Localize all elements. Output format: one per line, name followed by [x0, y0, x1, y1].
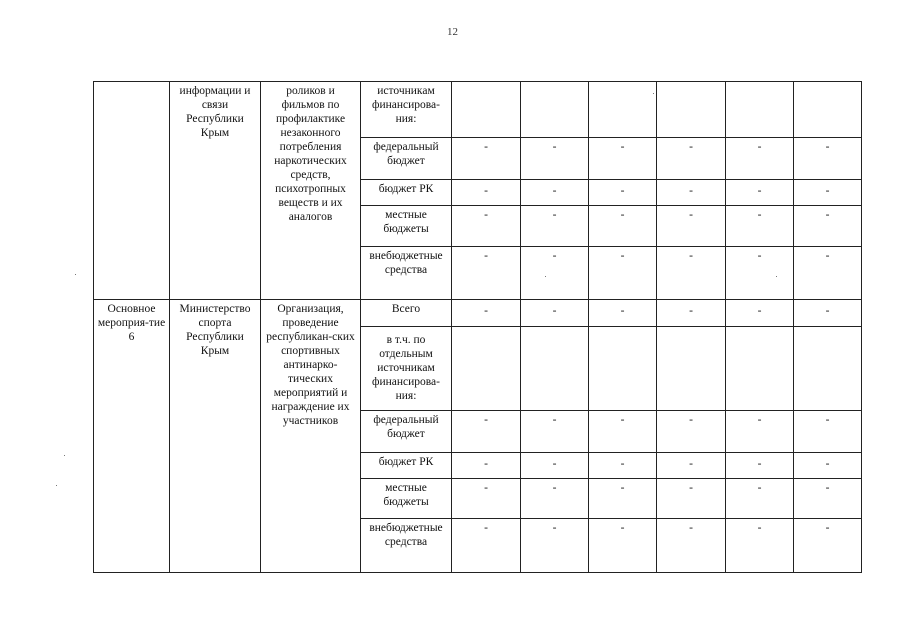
value-cell: -	[726, 479, 794, 519]
page-number: 12	[447, 26, 458, 38]
value-cell: -	[452, 180, 521, 206]
value-cell: -	[452, 479, 521, 519]
value-cell: -	[589, 453, 657, 479]
executor-cell: Министерство спорта Республики Крым	[170, 300, 261, 573]
scan-speck	[56, 485, 57, 486]
value-cell	[521, 82, 589, 138]
value-cell: -	[521, 519, 589, 573]
funding-source-cell: федеральный бюджет	[361, 411, 452, 453]
value-cell: -	[521, 180, 589, 206]
value-cell: -	[794, 206, 862, 247]
value-cell: -	[726, 411, 794, 453]
funding-source-cell: бюджет РК	[361, 180, 452, 206]
value-cell: -	[657, 519, 726, 573]
funding-source-cell: бюджет РК	[361, 453, 452, 479]
value-cell	[726, 327, 794, 411]
scan-speck	[653, 93, 654, 94]
value-cell: -	[589, 206, 657, 247]
value-cell: -	[726, 519, 794, 573]
value-cell: -	[657, 479, 726, 519]
value-cell: -	[452, 453, 521, 479]
description-cell: Организация, проведение республикан-ских спортивных антинарко-тических мероприятий и награждение их участников	[261, 300, 361, 573]
value-cell: -	[452, 300, 521, 327]
value-cell: -	[521, 411, 589, 453]
scan-speck	[545, 276, 546, 277]
executor-cell: информации и связи Республики Крым	[170, 82, 261, 300]
value-cell: -	[589, 247, 657, 300]
value-cell: -	[657, 411, 726, 453]
value-cell: -	[657, 180, 726, 206]
value-cell: -	[657, 206, 726, 247]
value-cell: -	[794, 300, 862, 327]
value-cell: -	[452, 519, 521, 573]
funding-source-cell: внебюджетные средства	[361, 519, 452, 573]
funding-source-cell: источникам финансирова-ния:	[361, 82, 452, 138]
table-row	[94, 82, 862, 138]
value-cell: -	[521, 300, 589, 327]
value-cell: -	[794, 138, 862, 180]
value-cell: -	[726, 247, 794, 300]
value-cell	[452, 327, 521, 411]
value-cell: -	[521, 479, 589, 519]
funding-source-cell: Всего	[361, 300, 452, 327]
value-cell: -	[794, 519, 862, 573]
value-cell	[521, 327, 589, 411]
value-cell: -	[657, 247, 726, 300]
value-cell: -	[794, 411, 862, 453]
value-cell	[589, 82, 657, 138]
value-cell	[794, 327, 862, 411]
value-cell: -	[794, 479, 862, 519]
description-cell: роликов и фильмов по профилактике незаконного потребления наркотических средств, психотропных веществ и их аналогов	[261, 82, 361, 300]
table-row	[94, 300, 862, 327]
value-cell: -	[589, 300, 657, 327]
value-cell: -	[521, 138, 589, 180]
value-cell	[657, 82, 726, 138]
scan-speck	[776, 276, 777, 277]
value-cell: -	[726, 300, 794, 327]
value-cell: -	[589, 411, 657, 453]
funding-source-cell: внебюджетные средства	[361, 247, 452, 300]
value-cell: -	[521, 247, 589, 300]
value-cell: -	[452, 138, 521, 180]
activity-cell: Основное мероприя-тие 6	[94, 300, 170, 573]
value-cell: -	[726, 138, 794, 180]
program-table	[93, 81, 862, 573]
value-cell: -	[657, 138, 726, 180]
value-cell: -	[521, 206, 589, 247]
value-cell: -	[794, 247, 862, 300]
value-cell: -	[452, 411, 521, 453]
value-cell: -	[589, 519, 657, 573]
value-cell: -	[726, 206, 794, 247]
funding-source-cell: местные бюджеты	[361, 206, 452, 247]
value-cell: -	[589, 479, 657, 519]
value-cell	[657, 327, 726, 411]
value-cell	[794, 82, 862, 138]
value-cell: -	[589, 138, 657, 180]
value-cell: -	[726, 453, 794, 479]
value-cell: -	[452, 206, 521, 247]
funding-source-cell: федеральный бюджет	[361, 138, 452, 180]
value-cell: -	[657, 300, 726, 327]
value-cell: -	[726, 180, 794, 206]
scan-speck	[64, 455, 65, 456]
funding-source-cell: местные бюджеты	[361, 479, 452, 519]
funding-source-cell: в т.ч. по отдельным источникам финансирова-ния:	[361, 327, 452, 411]
value-cell: -	[452, 247, 521, 300]
scan-speck	[75, 274, 76, 275]
value-cell	[452, 82, 521, 138]
value-cell: -	[657, 453, 726, 479]
activity-cell	[94, 82, 170, 300]
value-cell: -	[794, 453, 862, 479]
value-cell	[726, 82, 794, 138]
value-cell: -	[521, 453, 589, 479]
value-cell	[589, 327, 657, 411]
value-cell: -	[589, 180, 657, 206]
value-cell: -	[794, 180, 862, 206]
